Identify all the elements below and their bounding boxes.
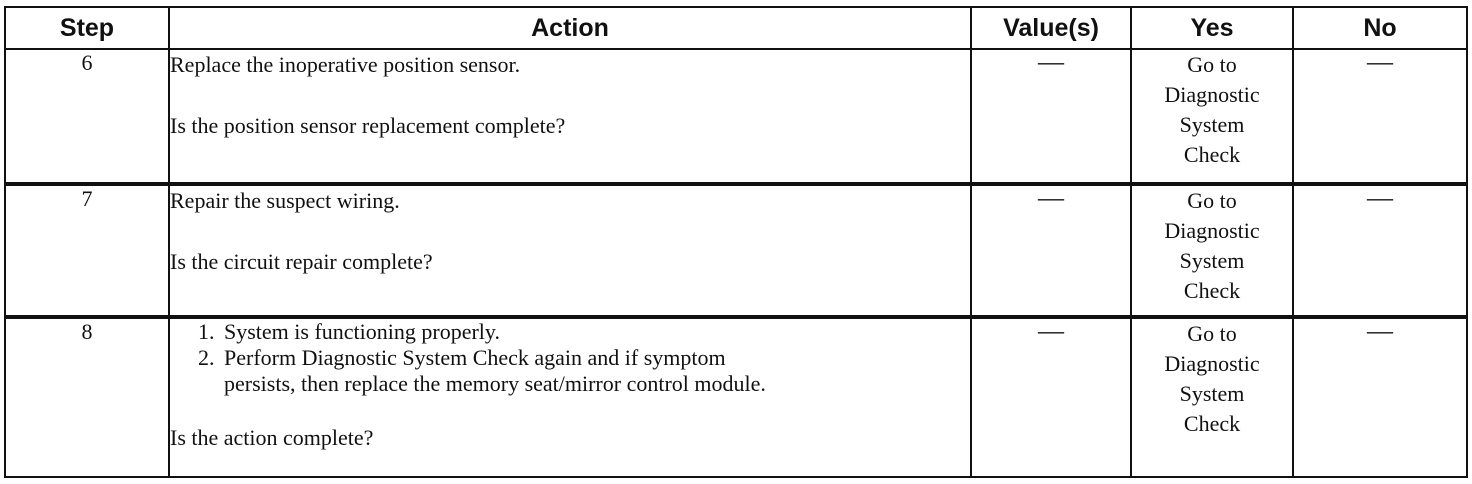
step-number: 8 (5, 317, 169, 477)
action-text: Repair the suspect wiring. (170, 187, 400, 213)
value-cell: — (971, 317, 1131, 477)
diagnostic-table (4, 6, 1468, 478)
value-cell: — (971, 184, 1131, 317)
action-question: Is the circuit repair complete? (170, 248, 433, 274)
action-list (170, 319, 970, 397)
yes-line: Diagnostic (1164, 350, 1260, 376)
yes-line: Go to (1187, 187, 1237, 213)
list-line: persists, then replace the memory seat/mirror control module. (224, 370, 766, 396)
action-question: Is the action complete? (170, 424, 374, 450)
no-cell: — (1293, 317, 1467, 477)
yes-line: System (1179, 112, 1245, 137)
yes-line: Check (1183, 277, 1241, 303)
action-cell (169, 49, 971, 184)
action-question: Is the position sensor replacement complete? (170, 113, 566, 138)
action-cell (169, 184, 971, 317)
no-cell: — (1293, 49, 1467, 184)
value-cell: — (971, 49, 1131, 184)
list-line: System is functioning properly. (224, 318, 500, 344)
no-cell: — (1293, 184, 1467, 317)
list-number: 2. (198, 344, 215, 370)
yes-cell (1131, 49, 1293, 184)
header-action: Action (169, 7, 971, 49)
step-number: 7 (5, 184, 169, 317)
header-yes: Yes (1131, 7, 1293, 49)
yes-cell (1131, 184, 1293, 317)
table-row (5, 184, 1467, 317)
header-step: Step (5, 7, 169, 49)
yes-line: System (1179, 380, 1245, 406)
table-row (5, 317, 1467, 477)
list-item (198, 345, 970, 397)
list-number: 1. (198, 318, 215, 344)
list-line: Perform Diagnostic System Check again and if symptom (224, 344, 726, 370)
header-values: Value(s) (971, 7, 1131, 49)
action-cell (169, 317, 971, 477)
yes-cell (1131, 317, 1293, 477)
header-no: No (1293, 7, 1467, 49)
yes-line: Go to (1187, 320, 1237, 346)
yes-line: Check (1183, 410, 1241, 436)
yes-line: Go to (1187, 52, 1237, 77)
yes-line: Check (1183, 142, 1241, 167)
yes-line: Diagnostic (1164, 82, 1260, 107)
table-row (5, 49, 1467, 184)
header-row (5, 7, 1467, 49)
yes-line: System (1179, 247, 1245, 273)
yes-line: Diagnostic (1164, 217, 1260, 243)
list-item (198, 319, 970, 345)
action-text: Replace the inoperative position sensor. (170, 52, 521, 77)
step-number: 6 (5, 49, 169, 184)
